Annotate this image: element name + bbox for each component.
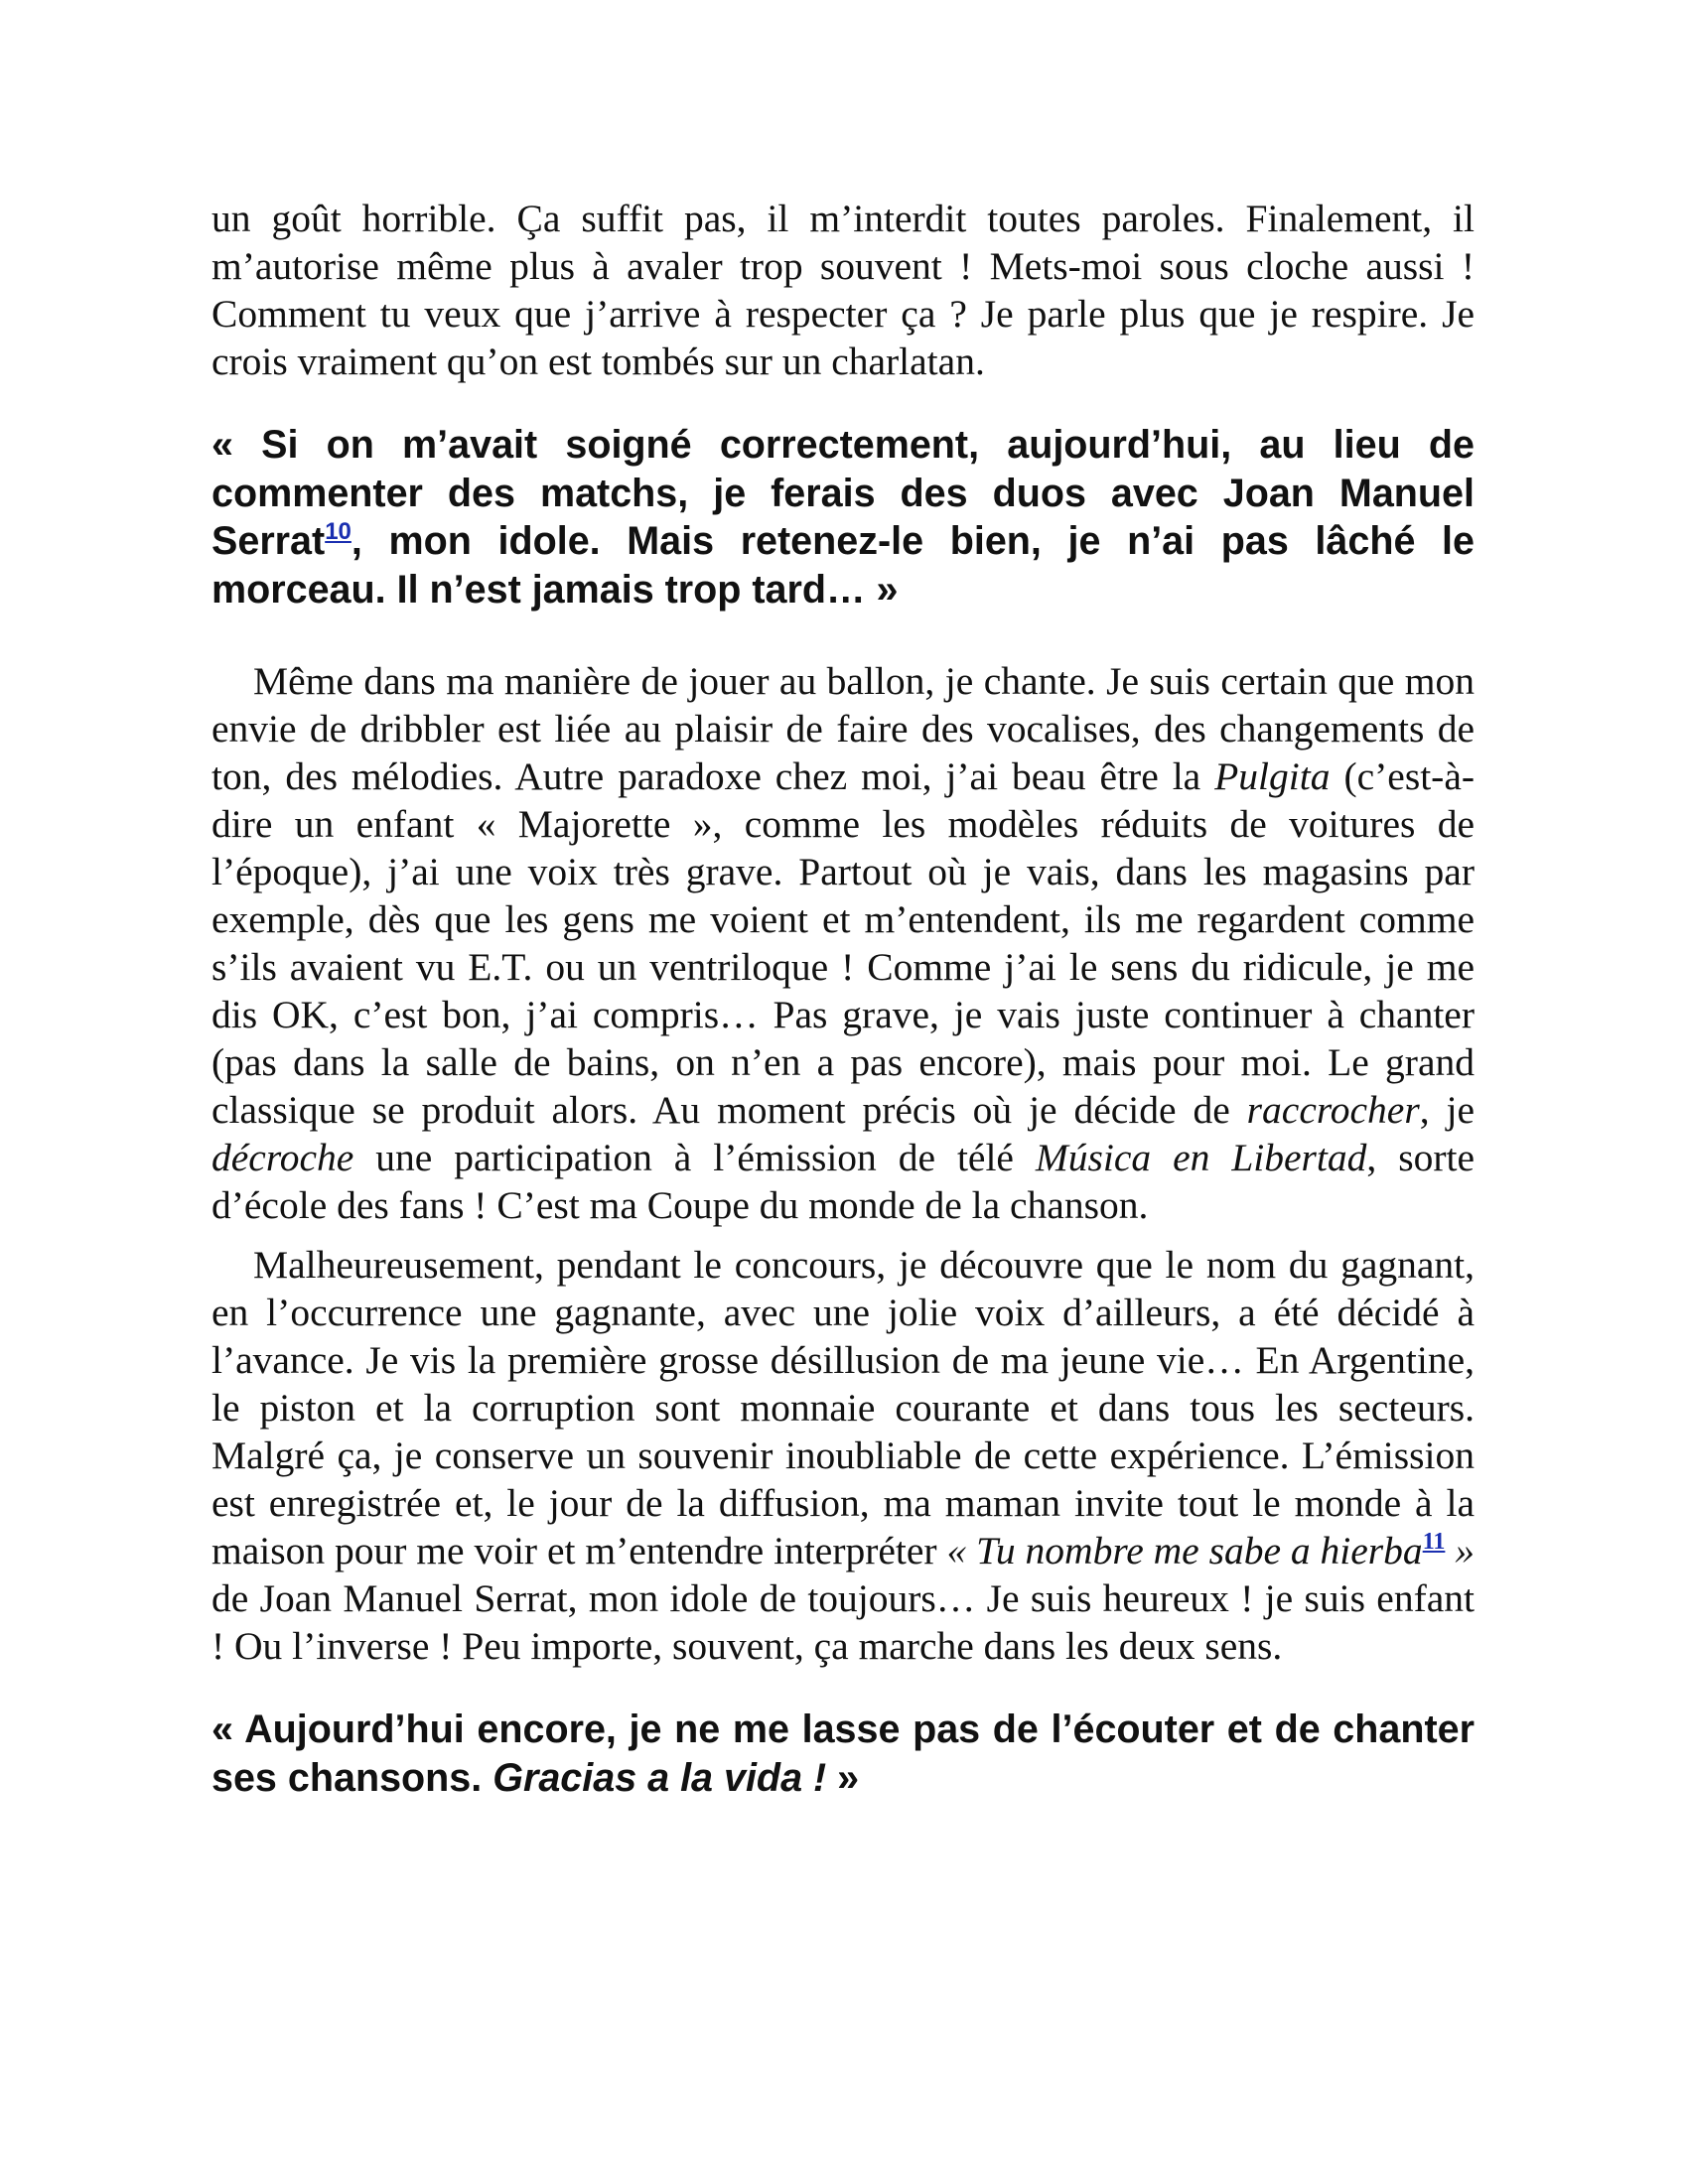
p2-italic-pulgita: Pulgita — [1214, 754, 1331, 798]
pull-quote-2-text-a: « Aujourd’hui encore, je ne me lasse pas de l’écouter et de chanter ses chansons. — [211, 1707, 1475, 1800]
pull-quote-1-text-b: , mon idole. Mais retenez-le bien, je n’ai pas lâché le morceau. Il n’est jamais trop tard… » — [211, 519, 1475, 612]
p2-italic-decroche: décroche — [211, 1136, 354, 1179]
footnote-ref-11[interactable]: 11 — [1422, 1529, 1446, 1555]
pull-quote-2-italic: Gracias a la vida ! — [492, 1755, 827, 1800]
pull-quote-1-text-a: « Si on m’avait soigné correctement, aujourd’hui, au lieu de commenter des matchs, je ferais des duos avec Joan Manuel Serrat — [211, 423, 1475, 563]
p2-italic-raccrocher: raccrocher — [1246, 1088, 1420, 1132]
body-paragraph-2 — [211, 657, 1475, 1229]
p2-text-e: , sorte d’école des fans ! C’est ma Coupe du monde de la chanson. — [211, 1136, 1475, 1227]
p3-italic-song-title: « Tu nombre me sabe a hierba — [946, 1529, 1423, 1572]
body-paragraph-1: un goût horrible. Ça suffit pas, il m’interdit toutes paroles. Finalement, il m’autorise même plus à avaler trop souvent ! Mets-moi sous cloche aussi ! Comment tu veux que j’arrive à respecter ça ? Je parle plus que je respire. Je crois vraiment qu’on est tombés sur un charlatan. — [211, 197, 1475, 383]
p2-text-b: (c’est-à-dire un enfant « Majorette », comme les modèles réduits de voitures de l’époque), j’ai une voix très grave. Partout où je vais, dans les magasins par exemple, dès que les gens me voient et m’entendent, ils me regardent comme s’ils avaient vu E.T. ou un ventriloque ! Comme j’ai le sens du ridicule, je me dis OK, c’est bon, j’ai compris… Pas grave, je vais juste continuer à chanter (pas dans la salle de bains, on n’en a pas encore), mais pour moi. Le grand classique se produit alors. Au moment précis où je décide de — [211, 754, 1476, 1132]
footnote-ref-10[interactable]: 10 — [325, 518, 352, 545]
p2-text-d: une participation à l’émission de télé — [353, 1136, 1036, 1179]
page-content — [211, 195, 1475, 1802]
pull-quote-1 — [211, 421, 1475, 614]
body-paragraph-3 — [211, 1241, 1475, 1670]
p2-italic-show-title: Música en Libertad — [1035, 1136, 1367, 1179]
p2-text-c: , je — [1419, 1088, 1475, 1132]
p2-text-a: Même dans ma manière de jouer au ballon, je chante. Je suis certain que mon envie de dribbler est liée au plaisir de faire des vocalises, des changements de ton, des mélodies. Autre paradoxe chez moi, j’ai beau être la — [211, 659, 1475, 798]
p3-text-b: de Joan Manuel Serrat, mon idole de toujours… Je suis heureux ! je suis enfant ! Ou l’inverse ! Peu importe, souvent, ça marche dans les deux sens. — [211, 1576, 1475, 1668]
pull-quote-2-text-b: » — [826, 1755, 860, 1800]
p3-italic-close-quote: » — [1445, 1529, 1476, 1572]
p3-text-a: Malheureusement, pendant le concours, je découvre que le nom du gagnant, en l’occurrence une gagnante, avec une jolie voix d’ailleurs, a été décidé à l’avance. Je vis la première grosse désillusion de ma jeune vie… En Argentine, le piston et la corruption sont monnaie courante et dans tous les secteurs. Malgré ça, je conserve un souvenir inoubliable de cette expérience. L’émission est enregistrée et, le jour de la diffusion, ma maman invite tout le monde à la maison pour me voir et m’entendre interpréter — [211, 1243, 1475, 1572]
pull-quote-2 — [211, 1706, 1475, 1802]
